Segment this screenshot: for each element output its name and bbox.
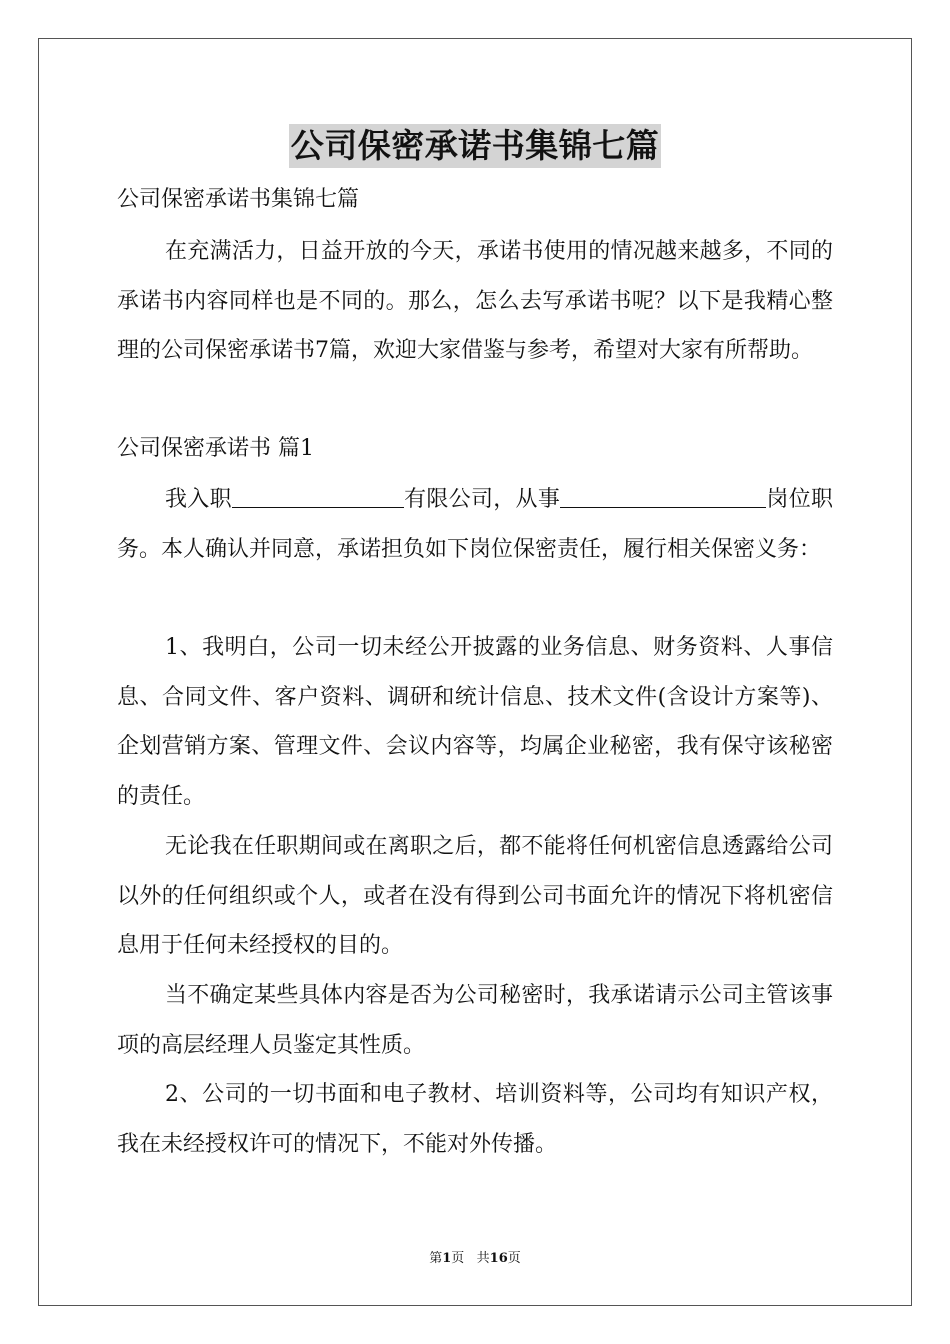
footer-suffix: 页 <box>507 1251 521 1266</box>
section-heading: 公司保密承诺书 篇1 <box>117 436 314 461</box>
pledge-text-1: 我入职 <box>165 487 232 512</box>
document-subtitle: 公司保密承诺书集锦七篇 <box>117 187 360 212</box>
current-page-number: 1 <box>442 1251 452 1266</box>
footer-prefix: 第 <box>429 1251 443 1266</box>
pledge-text-3: 岗位职务。本人确认并同意，承诺担负如下岗位保密责任，履行相关保密义务： <box>117 487 833 562</box>
confidentiality-paragraph: 无论我在任职期间或在离职之后，都不能将任何机密信息透露给公司以外的任何组织或个人，或者在没有得到公司书面允许的情况下将机密信息用于任何未经授权的目的。 <box>117 834 833 959</box>
page-footer <box>0 1247 950 1266</box>
footer-mid: 页 共 <box>451 1251 490 1266</box>
document-title: 公司保密承诺书集锦七篇 <box>289 124 662 168</box>
uncertainty-paragraph: 当不确定某些具体内容是否为公司秘密时，我承诺请示公司主管该事项的高层经理人员鉴定其性质。 <box>117 983 833 1058</box>
title-container <box>117 124 833 168</box>
pledge-paragraph <box>117 475 833 574</box>
position-blank <box>560 485 766 508</box>
pledge-text-2: 有限公司，从事 <box>403 487 561 512</box>
clause-2-paragraph: 2、公司的一切书面和电子教材、培训资料等，公司均有知识产权，我在未经授权许可的情况下，不能对外传播。 <box>117 1082 833 1157</box>
clause-1-paragraph: 1、我明白，公司一切未经公开披露的业务信息、财务资料、人事信息、合同文件、客户资料、调研和统计信息、技术文件(含设计方案等)、企划营销方案、管理文件、会议内容等，均属企业秘密，我有保守该秘密的责任。 <box>117 635 833 809</box>
total-page-number: 16 <box>489 1251 508 1266</box>
company-name-blank <box>232 485 404 508</box>
intro-paragraph: 在充满活力，日益开放的今天，承诺书使用的情况越来越多，不同的承诺书内容同样也是不同的。那么，怎么去写承诺书呢？以下是我精心整理的公司保密承诺书7篇，欢迎大家借鉴与参考，希望对大家有所帮助。 <box>117 239 833 364</box>
